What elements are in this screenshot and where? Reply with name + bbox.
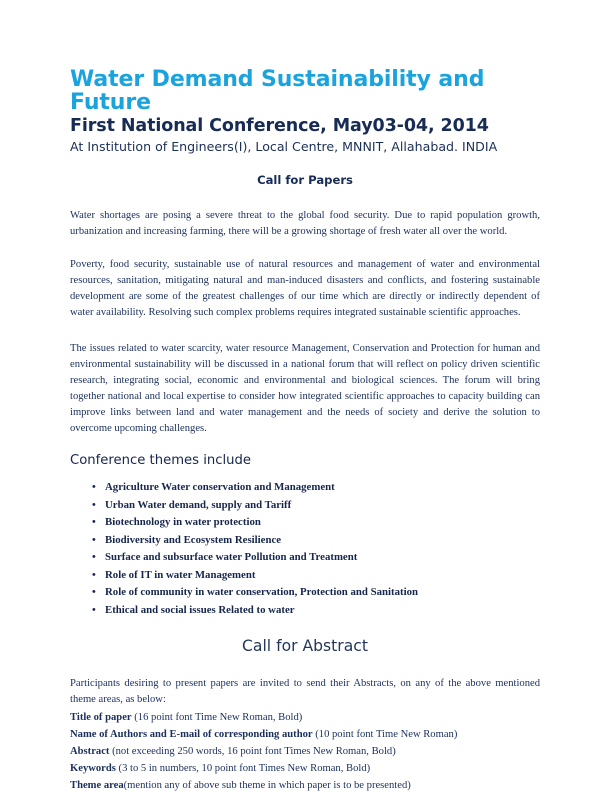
- list-item: [70, 497, 540, 514]
- document-content: [70, 68, 540, 792]
- list-item: [70, 760, 540, 777]
- format-label: Name of Authors and E-mail of corresponding author: [70, 728, 313, 740]
- theme-label: Role of IT in water Management: [105, 568, 256, 581]
- list-item: [70, 514, 540, 531]
- list-item: [70, 602, 540, 619]
- conference-themes-list: [70, 479, 540, 619]
- list-item: [70, 777, 540, 792]
- conference-themes-heading: Conference themes include: [70, 453, 251, 469]
- theme-label: Ethical and social issues Related to water: [105, 603, 295, 616]
- theme-label: Role of community in water conservation, Protection and Sanitation: [105, 586, 418, 599]
- theme-label: Surface and subsurface water Pollution and Treatment: [105, 551, 358, 564]
- call-for-papers-heading: Call for Papers: [257, 173, 353, 188]
- intro-paragraph-3: The issues related to water scarcity, water resource Management, Conservation and Protection for human and environmental sustainability will be discussed in a national forum that will reflect on policy driven scientific research, integrating social, economic and environmental and biological sciences. The forum will bring together national and local expertise to consider how integrated scientific approaches to capacity building can improve links between land and water management and the needs of society and derive the solution to overcome upcoming challenges.: [70, 342, 540, 435]
- list-item: [70, 584, 540, 601]
- theme-label: Biodiversity and Ecosystem Resilience: [105, 533, 282, 546]
- list-item: [70, 567, 540, 584]
- format-description: (16 point font Time New Roman, Bold): [131, 711, 303, 723]
- format-description: (mention any of above sub theme in which paper is to be presented): [123, 780, 411, 792]
- list-item: [70, 709, 540, 726]
- format-description: (3 to 5 in numbers, 10 point font Times New Roman, Bold): [115, 762, 371, 774]
- format-label: Keywords: [70, 762, 116, 774]
- format-label: Abstract: [70, 745, 110, 757]
- theme-label: Agriculture Water conservation and Management: [105, 481, 335, 494]
- theme-label: Biotechnology in water protection: [105, 516, 261, 529]
- format-description: (10 point font Time New Roman): [312, 728, 458, 740]
- intro-paragraph-2: Poverty, food security, sustainable use of natural resources and management of water and environmental resources, sanitation, mitigating natural and man-induced disasters and conflicts, and fostering sustainable development are some of the greatest challenges of our time which are directly or indirectly dependent of water availability. Resolving such complex problems requires integrated sustainable scientific approaches.: [70, 258, 540, 318]
- bullet-icon: •: [92, 498, 96, 511]
- bullet-icon: •: [92, 481, 96, 494]
- abstract-intro-paragraph: Participants desiring to present papers are invited to send their Abstracts, on any of the above mentioned theme areas, as below:: [70, 678, 540, 706]
- list-item: [70, 549, 540, 566]
- conference-subtitle: First National Conference, May03-04, 2014: [70, 115, 489, 136]
- list-item: [70, 726, 540, 743]
- venue-line: At Institution of Engineers(I), Local Centre, MNNIT, Allahabad. INDIA: [70, 138, 498, 154]
- list-item: [70, 743, 540, 760]
- abstract-format-list: [70, 709, 540, 792]
- call-for-abstract-heading: Call for Abstract: [242, 637, 368, 656]
- list-item: [70, 532, 540, 549]
- format-description: (not exceeding 250 words, 16 point font Times New Roman, Bold): [109, 745, 396, 757]
- bullet-icon: •: [92, 551, 96, 564]
- bullet-icon: •: [92, 516, 96, 529]
- format-label: Theme area: [70, 780, 124, 792]
- list-item: [70, 479, 540, 496]
- bullet-icon: •: [92, 533, 96, 546]
- page-title: Water Demand Sustainability and Future: [70, 67, 485, 116]
- intro-paragraph-1: Water shortages are posing a severe threat to the global food security. Due to rapid population growth, urbanization and increasing farming, there will be a growing shortage of fresh water all over the world.: [70, 210, 540, 238]
- bullet-icon: •: [92, 603, 96, 616]
- bullet-icon: •: [92, 568, 96, 581]
- theme-label: Urban Water demand, supply and Tariff: [105, 498, 292, 511]
- format-label: Title of paper: [70, 711, 132, 723]
- bullet-icon: •: [92, 586, 96, 599]
